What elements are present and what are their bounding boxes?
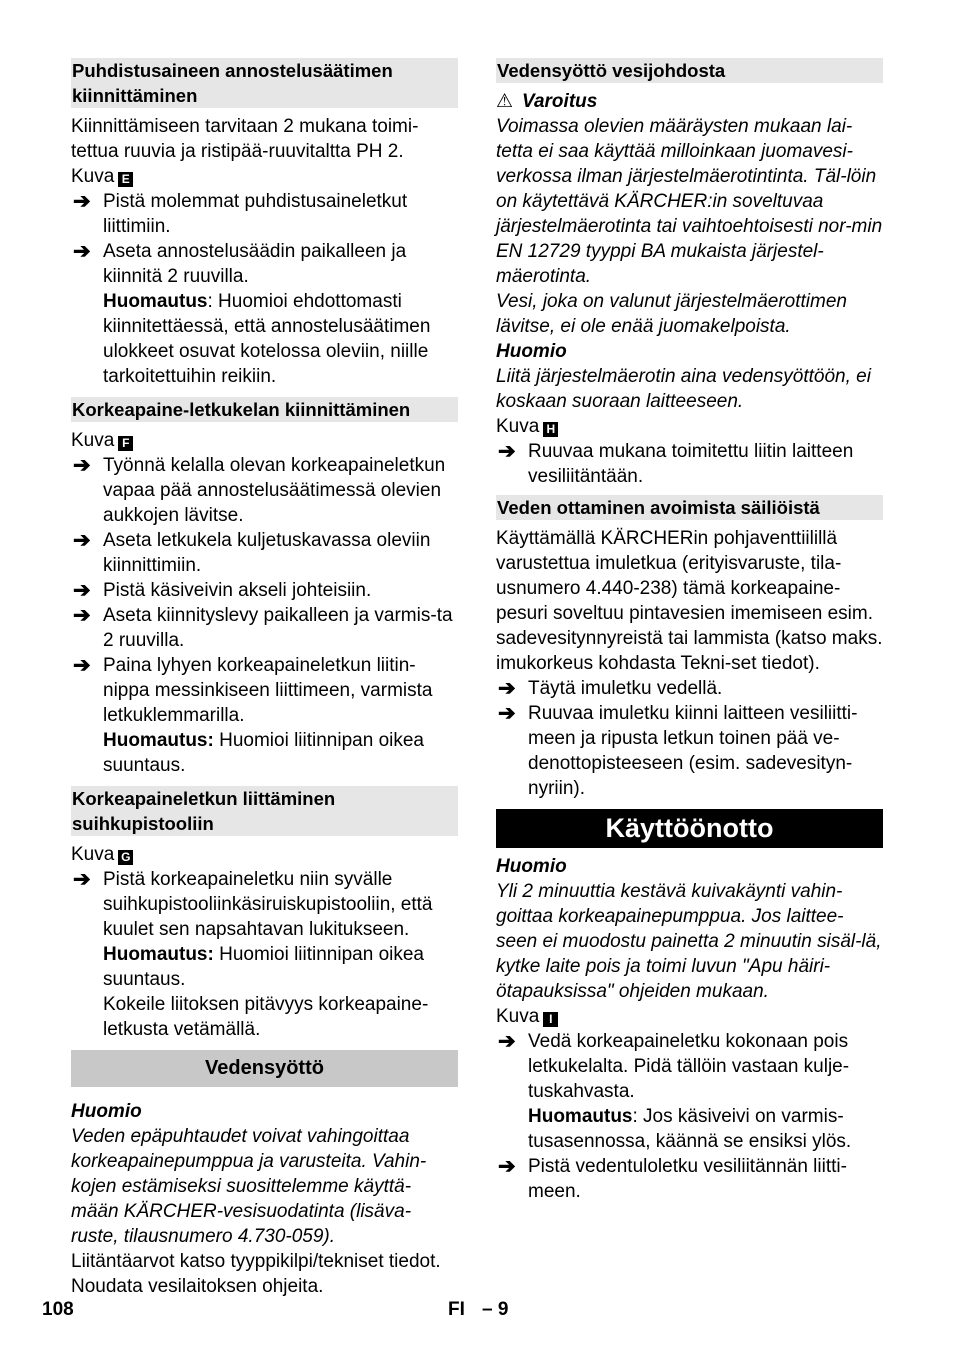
list-item: ➔ Pistä käsiveivin akseli johteisiin.	[73, 579, 372, 602]
footer-language: FI	[448, 1299, 465, 1320]
list-item: ➔ Paina lyhyen korkeapaineletkun liitin-nippa messinkiseen liittimeen, varmista letkuklemmarilla.	[73, 654, 433, 726]
huomio-text: Yli 2 minuuttia kestävä kuivakäynti vahin-goittaa korkeapainepumppua. Jos laittee-seen ei muodostu painetta 2 minuutin sisäl-lä, kytke laite pois ja toimi luvun "Apu häiri-ötapauksissa" ohjeiden mukaan.	[496, 881, 882, 1002]
figure-label: Kuva	[71, 166, 115, 187]
arrow-icon: ➔	[498, 440, 516, 463]
list-item: ➔ Pistä vedentuloletku vesiliitännän liitti-meen.	[498, 1155, 847, 1202]
list-item: ➔ Työnnä kelalla olevan korkeapaineletkun vapaa pää annostelusäätimessä olevien aukkojen lävitse.	[73, 454, 446, 526]
paragraph: Liitäntäarvot katso tyyppikilpi/tekniset tiedot.	[71, 1251, 441, 1272]
arrow-icon: ➔	[73, 868, 91, 891]
list-item: ➔ Aseta kiinnityslevy paikalleen ja varmis-ta 2 ruuvilla.	[73, 604, 453, 651]
paragraph: Kokeile liitoksen pitävyys korkeapaine-letkusta vetämällä.	[103, 994, 429, 1040]
figure-ref: Kuva F	[71, 428, 458, 453]
note: Huomautus: Huomioi liitinnipan oikea suuntaus.	[103, 730, 424, 776]
figure-ref: Kuva G	[71, 842, 458, 867]
list-item: ➔ Aseta annostelusäädin paikalleen ja kiinnitä 2 ruuvilla.	[73, 240, 407, 287]
list-item: ➔ Aseta letkukela kuljetuskavassa oleviin kiinnittimiin.	[73, 529, 431, 576]
heading-vesijohto: Vedensyöttö vesijohdosta	[496, 58, 883, 83]
note: Huomautus: Huomioi liitinnipan oikea suuntaus.	[103, 944, 424, 990]
paragraph: Kiinnittämiseen tarvitaan 2 mukana toimi-tettua ruuvia ja ristipää-ruuvitaltta PH 2.	[71, 116, 419, 162]
list-item: ➔ Ruuvaa mukana toimitettu liitin laitteen vesiliitäntään.	[498, 440, 854, 487]
warning-label: ⚠ Varoitus	[496, 91, 598, 112]
left-column	[71, 58, 458, 1299]
right-column	[496, 58, 883, 1204]
huomio-text: Liitä järjestelmäerotin aina vedensyöttöön, ei koskaan suoraan laitteeseen.	[496, 366, 871, 412]
arrow-icon: ➔	[73, 579, 91, 602]
figure-letter-icon: E	[118, 172, 133, 187]
arrow-icon: ➔	[498, 702, 516, 725]
list-item: ➔ Pistä molemmat puhdistusaineletkut liittimiin.	[73, 190, 408, 237]
warning-text: Vesi, joka on valunut järjestelmäerottimen lävitse, ei ole enää juomakelpoista.	[496, 291, 847, 337]
arrow-icon: ➔	[73, 454, 91, 477]
figure-ref: Kuva I	[496, 1004, 883, 1029]
warning-icon: ⚠	[496, 91, 514, 112]
huomio-label: Huomio	[496, 341, 567, 362]
arrow-icon: ➔	[498, 1155, 516, 1178]
section-heading-kayttoonotto: Käyttöönotto	[496, 809, 883, 848]
figure-letter-icon: G	[118, 850, 133, 865]
arrow-icon: ➔	[73, 190, 91, 213]
heading-letkukela: Korkeapaine-letkukelan kiinnittäminen	[71, 397, 458, 422]
section-heading-vedensyotto: Vedensyöttö	[71, 1050, 458, 1087]
arrow-icon: ➔	[498, 677, 516, 700]
figure-letter-icon: I	[543, 1012, 558, 1027]
figure-letter-icon: H	[543, 422, 558, 437]
heading-sailiot: Veden ottaminen avoimista säiliöistä	[496, 495, 883, 520]
arrow-icon: ➔	[498, 1030, 516, 1053]
warning-text: Voimassa olevien määräysten mukaan lai-tetta ei saa käyttää milloinkaan juomavesi-verkossa ilman järjestelmäerotintinta. Täl-löin on käytettävä KÄRCHER:in soveltuvaa järjestelmäerotinta tai vaihtoehtoisesti nor-min EN 12729 tyyppi BA mukaista järjestel-mäerotinta.	[496, 116, 883, 287]
figure-letter-icon: F	[118, 436, 133, 451]
list-item: ➔ Täytä imuletku vedellä.	[498, 677, 723, 700]
heading-annostelusaadin: Puhdistusaineen annostelusäätimen kiinnittäminen	[71, 58, 458, 108]
heading-suihkupistooli: Korkeapaineletkun liittäminen suihkupistooliin	[71, 786, 458, 836]
huomio-text: Veden epäpuhtaudet voivat vahingoittaa korkeapainepumppua ja varusteita. Vahin-kojen estämiseksi suosittelemme käyttä-mään KÄRCHER-vesisuodatinta (lisäva-ruste, tilausnumero 4.730-059).	[71, 1126, 427, 1247]
list-item: ➔ Vedä korkeapaineletku kokonaan pois letkukelalta. Pidä tällöin vastaan kulje-tuskahvasta.	[498, 1030, 850, 1102]
paragraph: Noudata vesilaitoksen ohjeita.	[71, 1276, 324, 1297]
huomio-label: Huomio	[496, 856, 567, 877]
list-item: ➔ Pistä korkeapaineletku niin syvälle suihkupistooliinkäsiruiskupistooliin, että kuulet sen napsahtavan lukitukseen.	[73, 868, 433, 940]
note: Huomautus: Jos käsiveivi on varmis-tusasennossa, käännä se ensiksi ylös.	[528, 1106, 852, 1152]
list-item: ➔ Ruuvaa imuletku kiinni laitteen vesiliitti-meen ja ripusta letkun toinen pää ve-denottopisteeseen (esim. sadevesityn-nyriin).	[498, 702, 858, 799]
arrow-icon: ➔	[73, 529, 91, 552]
figure-ref: Kuva H	[496, 414, 883, 439]
arrow-icon: ➔	[73, 604, 91, 627]
page-number: 108	[42, 1299, 74, 1320]
paragraph: Käyttämällä KÄRCHERin pohjaventtiilillä varustettua imuletkua (erityisvaruste, tila-usnumero 4.440-238) tämä korkeapaine-pesuri soveltuu pintavesien imemiseen esim. sadevesitynnyreistä tai lammista (katso maks. imukorkeus kohdasta Tekni-set tiedot).	[496, 528, 883, 674]
figure-ref	[71, 164, 458, 189]
arrow-icon: ➔	[73, 240, 91, 263]
huomio-label: Huomio	[71, 1101, 142, 1122]
footer-subpage: – 9	[482, 1299, 509, 1320]
note: Huomautus: Huomioi ehdottomasti kiinnitettäessä, että annostelusäätimen ulokkeet osuvat kotelossa oleviin, niille tarkoitettuihin reikiin.	[103, 291, 431, 387]
arrow-icon: ➔	[73, 654, 91, 677]
